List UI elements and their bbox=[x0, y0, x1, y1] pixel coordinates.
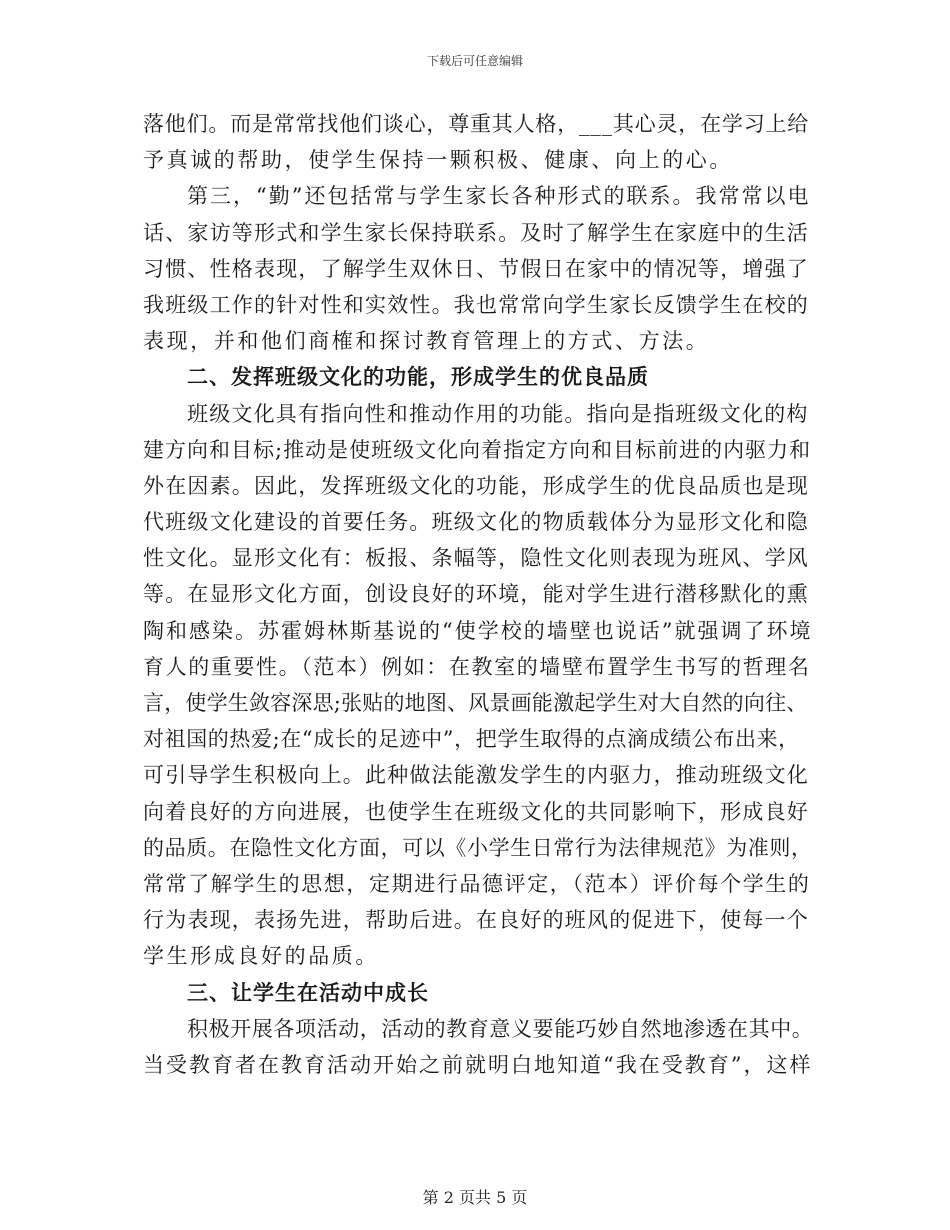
paragraph-start: 班级文化具有指向性和推动作用的功能。指向是指班级文化的构 bbox=[187, 401, 809, 426]
document-body bbox=[143, 106, 813, 1083]
text-line: 的品质。在隐性文化方面，可以《小学生日常行为法律规范》为准则， bbox=[143, 835, 813, 860]
text-line: 话、家访等形式和学生家长保持联系。及时了解学生在家庭中的生活 bbox=[143, 220, 809, 245]
text-line: 对祖国的热爱;在“成长的足迹中”，把学生取得的点滴成绩公布出来， bbox=[143, 727, 800, 752]
paragraph-start: 第三，“勤”还包括常与学生家长各种形式的联系。我常常以电 bbox=[187, 184, 811, 209]
text-line: 予真诚的帮助，使学生保持一颗积极、健康、向上的心。 bbox=[143, 148, 733, 173]
text-line: 育人的重要性。（范本）例如：在教室的墙壁布置学生书写的哲理名 bbox=[143, 654, 811, 679]
text-line: 常常了解学生的思想，定期进行品德评定，（范本）评价每个学生的 bbox=[143, 871, 811, 896]
text-line: 等。在显形文化方面，创设良好的环境，能对学生进行潜移默化的熏 bbox=[143, 582, 809, 607]
text-line: 代班级文化建设的首要任务。班级文化的物质载体分为显形文化和隐 bbox=[143, 510, 809, 535]
text-line: 性文化。显形文化有：板报、条幅等，隐性文化则表现为班风、学风 bbox=[143, 546, 809, 571]
paragraph-start: 积极开展各项活动，活动的教育意义要能巧妙自然地渗透在其中。 bbox=[187, 1016, 814, 1041]
section-heading: 二、发挥班级文化的功能，形成学生的优良品质 bbox=[187, 364, 649, 390]
text-line: 言，使学生敛容深思;张贴的地图、风景画能激起学生对大自然的向往、 bbox=[143, 691, 808, 715]
text-line: 落他们。而是常常找他们谈心，尊重其人格，___其心灵，在学习上给 bbox=[143, 112, 810, 136]
page-header: 下载后可任意编辑 bbox=[426, 54, 523, 68]
text-line: 外在因素。因此，发挥班级文化的功能，形成学生的优良品质也是现 bbox=[143, 473, 809, 498]
section-heading: 三、让学生在活动中成长 bbox=[187, 979, 429, 1005]
page-footer: 第 2 页共 5 页 bbox=[422, 1188, 528, 1207]
text-line: 陶和感染。苏霍姆林斯基说的“使学校的墙壁也说话”就强调了环境 bbox=[143, 618, 813, 643]
text-line: 行为表现，表扬先进，帮助后进。在良好的班风的促进下，使每一个 bbox=[143, 908, 809, 933]
text-line: 表现，并和他们商榷和探讨教育管理上的方式、方法。 bbox=[143, 329, 710, 354]
text-line: 可引导学生积极向上。此种做法能激发学生的内驱力，推动班级文化 bbox=[143, 763, 809, 788]
text-line: 当受教育者在教育活动开始之前就明白地知道“我在受教育”，这样 bbox=[143, 1052, 813, 1077]
text-line: 习惯、性格表现，了解学生双休日、节假日在家中的情况等，增强了 bbox=[143, 256, 809, 281]
text-line: 我班级工作的针对性和实效性。我也常常向学生家长反馈学生在校的 bbox=[143, 292, 809, 317]
text-line: 学生形成良好的品质。 bbox=[143, 944, 379, 969]
text-line: 向着良好的方向进展，也使学生在班级文化的共同影响下，形成良好 bbox=[143, 799, 809, 824]
text-line: 建方向和目标;推动是使班级文化向着指定方向和目标前进的内驱力和 bbox=[143, 437, 812, 462]
